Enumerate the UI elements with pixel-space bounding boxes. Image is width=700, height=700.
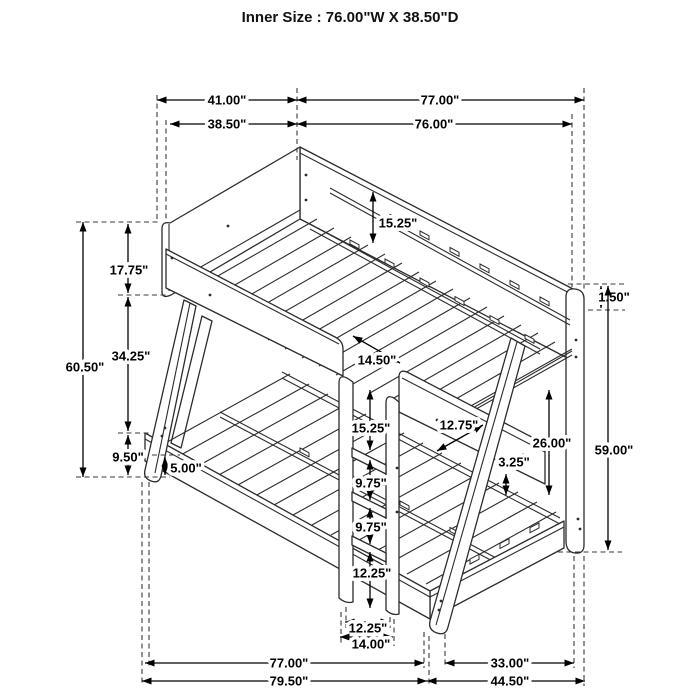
bed-drawing (145, 147, 584, 634)
dim-label-lower-rail-depth: 12.75" (439, 417, 479, 433)
dim-ladder-opening-width (353, 336, 400, 368)
dim-label-bottom-overall-depth: 44.50" (490, 673, 530, 689)
dim-label-left-leg-height: 5.00" (170, 460, 202, 476)
dim-label-right-rail-lip: 1.50" (598, 289, 630, 305)
dim-label-ladder-opening-width: 14.50" (357, 352, 397, 368)
dim-ladder-inner-width (345, 621, 390, 636)
ladder-left-stile (339, 377, 353, 603)
dim-bottom-leg-span-depth (445, 656, 574, 671)
dim-label-ladder-last-rung-to-floor: 12.25" (352, 565, 392, 581)
dim-label-top-depth-overall: 41.00" (207, 92, 247, 108)
dim-left-leg-height (165, 457, 202, 476)
dim-label-left-overall-height: 60.50" (65, 359, 105, 375)
dim-left-base-height (112, 435, 143, 475)
dim-label-slat-clearance: 3.25" (498, 454, 530, 470)
dim-label-left-bunk-gap: 34.25" (111, 348, 151, 364)
dim-label-ladder-top-to-first-rung: 15.25" (351, 420, 391, 436)
dim-left-rail-to-bunk-bottom (110, 224, 149, 293)
dim-ladder-top-to-first-rung (352, 390, 391, 450)
dim-label-top-width-overall: 77.00" (420, 92, 460, 108)
dim-bottom-overall-depth (427, 674, 585, 689)
dim-label-rail-above-slats: 15.25" (378, 215, 418, 231)
dim-label-ladder-inner-width: 12.25" (348, 620, 388, 636)
dim-top-width-overall (297, 93, 584, 108)
dim-bottom-overall-width (142, 674, 427, 689)
dim-left-bunk-gap (112, 297, 151, 431)
dim-ladder-outer-width (340, 637, 393, 652)
rear-right-post (566, 289, 584, 553)
dim-label-bottom-leg-span-depth: 33.00" (490, 655, 530, 671)
dim-label-top-width-inner: 76.00" (414, 116, 454, 132)
dim-right-frame-height (595, 286, 634, 550)
dim-label-ladder-outer-width: 14.00" (351, 636, 391, 652)
dim-label-ladder-rung-spacing-lower: 9.75" (355, 519, 387, 535)
dim-label-left-rail-to-bunk-bottom: 17.75" (109, 262, 149, 278)
page-title: Inner Size : 76.00"W X 38.50"D (241, 9, 459, 26)
dim-label-bottom-leg-span-width: 77.00" (269, 655, 309, 671)
dim-label-bottom-overall-width: 79.50" (269, 673, 309, 689)
dim-label-ladder-rung-spacing-upper: 9.75" (355, 475, 387, 491)
dim-label-under-bunk-clearance: 26.00" (532, 435, 572, 451)
dim-label-right-frame-height: 59.00" (594, 442, 634, 458)
upper-back-rail (300, 147, 575, 362)
dim-top-depth-overall (157, 93, 297, 108)
dim-left-overall-height (66, 222, 105, 477)
dim-right-rail-lip (598, 286, 629, 308)
dim-top-width-inner (297, 117, 572, 132)
dim-bottom-leg-span-width (145, 656, 424, 671)
dim-label-left-base-height: 9.50" (112, 449, 144, 465)
dim-top-depth-inner (170, 117, 297, 132)
dim-label-top-depth-inner: 38.50" (207, 116, 247, 132)
